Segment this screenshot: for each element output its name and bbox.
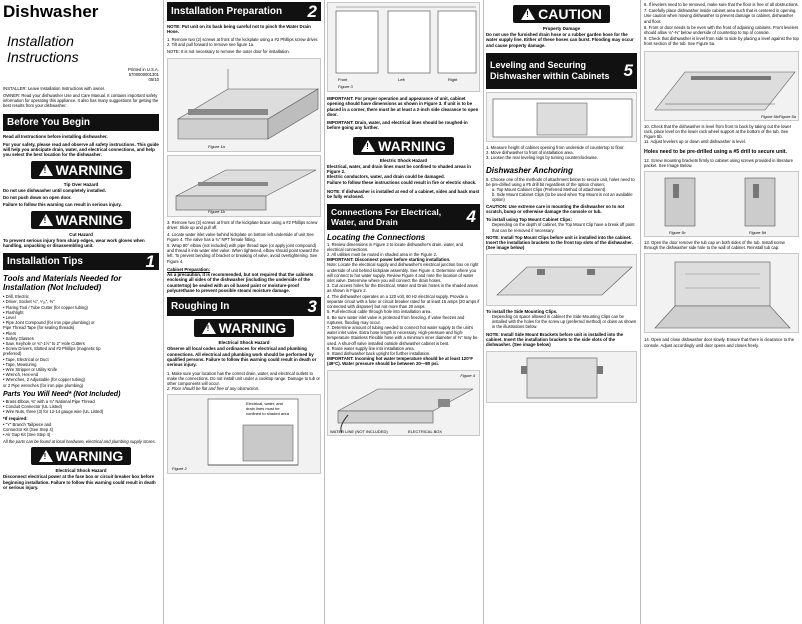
figure-5d-caption: Figure 5d [749,230,766,236]
tools-list [3,294,159,388]
left-label: Left [398,77,405,82]
tool-item: • Pipe Joint Compound (for iron pipe plumbing) or [3,320,95,326]
figure-5c-caption: Figure 5c [669,230,686,236]
before-begin-title: Before You Begin [7,117,90,129]
warning-label: WARNING [55,211,124,228]
tip-hazard: Tip Over Hazard [63,181,99,187]
shock-w3: Failure to follow these instructions could result in fire or electric shock. [327,179,477,185]
figure-tub [644,253,799,333]
tip-l2: Do not push down on open door. [3,194,72,200]
top-mount-clip-illustration [487,255,637,306]
level-s3: 3. Loosen the rear leveling legs by turning counterclockwise. [486,155,598,161]
tool-item: • Level [3,314,16,320]
important-2: IMPORTANT: Drain, water, and electrical lines should be roughed-in before going any further. [327,120,468,131]
shock-warning-2 [327,137,480,157]
loc-1: 1. Review dimensions in Figure 2 to locate dishwasher's drain, water, and electrical connections. [327,241,464,252]
level-s10: 10. Check that the dishwasher is level from front to back by taking out the lower rack, place level on the lower rack wheel support at the bottom of the tub. See Figure 5b. [644,123,792,140]
rough-s2: 2. Floor should be flat and free of any obstruction. [167,386,260,392]
tool-item: • Wire Stripper or Utility Knife [3,366,58,372]
level-s9: 9. Check that dishwasher is level from side to side by placing a level against the top front section of the tub. See Figure 5a. [644,36,799,47]
cabinet-heading: Cabinet Preparation: [167,266,211,272]
step-number: 3 [307,296,317,316]
rough-bar [167,297,321,316]
connections-bar [327,204,480,230]
required-part-item: Connector Kit (See Step 4) [3,426,54,432]
water-line-label: WATER LINE (NOT INCLUDED) [330,428,388,434]
figure-5cd [644,171,799,237]
predrill-note: Holes need to be pre-drilled using a #5 drill to secure unit. [644,149,787,156]
kickplate-brace-illustration [168,156,321,217]
tool-item: • Drill, Electric [3,294,29,300]
top-mount-heading: To install using Top Mount Cabinet Clips: [486,217,572,223]
open-door-illustration [645,254,799,333]
warning-triangle-icon [39,164,53,176]
tip-over-warning [3,161,159,181]
rough-in-diagram [168,395,321,474]
level-s1: 1. Measure height of cabinet opening from underside of countertop to floor. [486,144,625,150]
side-mount-heading: To install the Side Mounting Clips. [486,308,558,314]
warning-label: WARNING [378,137,446,154]
figure-2-note: Electrical, water, and drain lines must be confined to shaded area [246,401,289,417]
dishwasher-base-illustration [168,59,321,152]
print-date: 05/10 [148,77,159,83]
figure-4 [327,370,480,436]
loc-5: 5. Pull electrical cable through hole into installation area. [327,309,432,315]
shock-l1: Disconnect electrical power at the fuse box or circuit breaker box before beginning installation. Failure to follow this warning could result in death or serious injury. [3,474,156,491]
figure-5ab-caption: Figure 5b/Figure 5a [761,113,796,119]
loc-8: 8. Route water supply line into installation area. [327,345,415,351]
enclosure-note: NOTE: If dishwasher is installed at end of a cabinet, sides and back must be fully enclosed. [327,188,480,200]
printed-in: Printed in U.S.A. [128,67,159,72]
figure-top-mount [486,254,637,306]
level-s14: 14. Open and close dishwasher door slowly. Ensure that there is clearance to the console. Adjust accordingly until door opens and closes freely. [644,337,795,348]
level-check-illustration [645,52,799,121]
prep-bar [167,2,321,21]
step-number: 2 [307,1,317,21]
required-list [3,422,159,438]
level-s2: 2. Move dishwasher to front of installation area. [486,150,574,156]
warning-triangle-icon [202,322,216,334]
step-number: 4 [466,206,476,226]
warning-label: WARNING [55,448,124,465]
caution-text: Do not use the furnished drain hose or a rubber garden hose for the water supply line. Either of these hoses can burst. Flooding may occur and cause property damage. [486,32,634,48]
warning-label: WARNING [218,320,287,337]
tool-item: preferred) [3,351,22,357]
important-3: IMPORTANT: Disconnect power before starting installation. [327,257,451,263]
loc-4: 4. The dishwasher operates on a 120 volt, 60 Hz electrical supply. Provide a separate circuit with a fuse or circuit breaker rated for at least 15 amps (20 amps if connected with disposer) but not more than 20 amps. [327,293,480,310]
doc-subtitle-2: Instructions [7,49,79,65]
parts-list [3,399,159,415]
cut-hazard: Cut Hazard [69,231,93,237]
electrical-box-label: ELECTRICAL BOX [408,428,443,434]
side-mount-clip-illustration [487,352,637,403]
level-s11: 11. Adjust levelers up or down until dishwasher is level. [644,139,746,145]
level-s7: 7. Carefully place dishwasher inside cabinet area such that is centered in opening. Use caution when moving dishwasher to prevent damage to cabinet, dishwasher and floor. [644,8,797,24]
figure-1a [167,58,321,152]
prep-s2: 2. Tilt and pull forward to remove see figure 1a. [167,41,255,47]
side-mount-text: Depending on space allowed in cabinet the Side Mounting Clips can be installed with the holes for the screw up (preferred method) or down as shown in the illustrations below. [492,314,637,330]
rough-hazard: Electrical Shock Hazard [218,340,270,346]
tools-heading: Tools and Materials Needed for Installation (Not Included) [3,274,122,293]
tool-item: • Tape, Electrical or Duct [3,356,49,362]
warning-triangle-icon [361,140,375,152]
column-2 [165,0,323,624]
figure-5ab [644,51,799,121]
column-3 [325,0,482,624]
top-mount-note: NOTE: Install Top Mount Clips before unit is installed into the cabinet. Insert the installation brackets to the front top slots of the dishwasher. (See image below) [486,234,633,251]
caution-box [486,5,637,25]
tool-item: or 2 Pipe wrenches (for iron pipe plumbing) [3,382,84,388]
prep-s1: 1. Remove two (2) screws at front of the kickplate using a #2 Phillips screw driver. [167,36,319,42]
leveling-title: Leveling and Securing Dishwasher within Cabinets [490,59,610,81]
loc-note: Note: Locate the electrical supply and dishwasher's electrical junction box on right underside of unit behind kickplate assembly. See Figure 4. Determine where you will connect to hot water supply. Review Figure 4 and note the location of water inlet valve. Determine where you will connect the drain hoses. [327,262,479,284]
tool-item: • Pliers [3,330,17,336]
doc-subtitle-1: Installation [7,33,74,49]
leveling-bar [486,53,637,89]
parts-note: All the parts can be found at local hardware, electrical and plumbing supply stores. [3,439,156,445]
caution-2: CAUTION: Use extreme care in mounting the dishwasher so to not scratch, bump or otherwise damage the console or tub. [486,203,625,214]
connections-title: Connections For Electrical, Water, and Drain [331,206,442,227]
caution-triangle-icon [521,8,535,20]
figure-3 [327,2,480,92]
figure-2 [167,394,321,474]
warning-label: WARNING [55,161,124,178]
right-label: Right [448,77,458,82]
if-required: *If required: [3,416,28,422]
required-part-item: • Air Gap Kit (See Step 4) [3,432,51,438]
step-number: 5 [623,60,633,80]
cabinet-text: As a precaution, it is recommended, but not required that the cabinets enclosing all sides of the dishwasher (including the underside of the countertop) be sealed with an oil based paint or moisture-proof polyurethane to prevent possible steam/ moisture damage. [167,272,314,294]
prep-s4: 4. Locate water inlet valve behind kickplate on bottom left underside of unit See Figure 4. The valve has a ¾" NPT female fitting. [167,231,314,242]
anchor-s5: 5. Choose one of the methods of attachment below to secure unit, holes need to be pre-drilled using a #5 drill bit regardless of the option chosen; [486,176,635,187]
level-s13: 13. Open the door remove the tub cap on both sides of the tub. Install screw through the dishwasher side hole to the wall of cabinet. Reinstall tub cap. [644,240,785,251]
tool-item: • Flaring Tool / Tube Cutter (for copper tubing) [3,304,88,310]
tip-l1: Do not use dishwasher until completely installed. [3,187,106,193]
rough-warning-text: Observe all local codes and ordinances for electrical and plumbing connections. All electrical and plumbing work should be performed by qualified persons. Failure to follow this warning could result in death or serious injury. [167,346,317,368]
tool-item: • Flashlight [3,309,24,315]
loc-7: 7. Determine amount of tubing needed to connect hot water supply to the unit's water inlet valve. Extra hose length is necessary. High-pressure and high-temperature Stainless Flexible hose with a minimum inner diameter of ⅜" may be used. A shut-off valve installed outside dishwasher cabinet is best. [327,324,478,346]
connections-illustration [328,371,480,436]
figure-3-caption: Figure 3 [338,84,353,89]
top-mount-text: Depending on the depth of cabinet, the Top Mount Clip have a break off point that can be removed if necessary. [492,222,635,233]
loc-6: 6. Be sure water inlet valve is protected from freezing. If valve freezes and ruptures, flooding may occur. [327,314,465,325]
part-item: • Conduit Connector (UL Listed) [3,403,63,409]
figure-2-caption: Figure 2 [172,466,187,472]
column-4 [484,0,639,624]
prep-note1: NOTE: Put unit on its back being careful not to pinch the Water Drain Hose. [167,24,311,35]
loc-9: 9. Stand dishwasher back upright for further installation. [327,350,431,356]
tool-item: • Wrench, Hex-end [3,372,39,378]
rough-title: Roughing In [171,301,230,313]
step-number: 1 [145,251,155,271]
rough-warning [167,319,321,339]
loc-2: 2. All utilities must be routed in shaded area in the Figure 2. [327,251,438,257]
anchor-s5a: a. Top Mount Cabinet Clips (Preferred Method of attachment) [492,186,606,192]
part-number: 5700000001301 [128,72,159,78]
figure-1b-caption: Figure 1b [208,209,225,215]
figure-1b [167,155,321,217]
bracket-screw-illustration [645,172,799,237]
anchoring-heading: Dishwasher Anchoring [486,165,573,175]
part-item: • Brass Elbow, ⅜" with a ¾" National Pipe Thread [3,398,95,404]
caution-hazard: Property Damage [542,26,581,31]
locating-heading: Locating the Connections [327,232,426,242]
column-1 [0,0,162,624]
tool-item: • Wrenches, 2 Adjustable (for copper tubing) [3,377,85,383]
tool-item: • Screw Drivers, Slotted and #2 Phillips (magnetic tip [3,346,101,352]
before-begin-bar [3,114,159,131]
level-s8: 8. Front or door needs to be even with the front of adjoining cabinets. Front levelers should allow ⅛"-⅜" below underside of countertop to top of console. [644,24,799,36]
figure-cabinet [486,92,637,142]
tool-item: • Tape, Measuring [3,361,37,367]
figure-4-caption: Figure 4 [460,372,475,378]
level-s12: 12. Screw mounting brackets firmly to cabinet using screws provided in literature packet. See Image Below. [644,157,793,168]
loc-3: 3. Cut access holes for the Electrical, Water and Drain hoses in the shaded areas as shown in Figure 2. [327,283,478,294]
shock-w1: Electrical, water, and drain lines must be confined to shaded areas in Figure 2. [327,163,471,175]
prep-note2: NOTE: It is not necessary to remove the outer door for installation. [167,49,290,54]
front-label: Front [338,77,348,82]
before-begin-p1: Read all Instructions before installing dishwasher. [3,134,108,140]
tips-title: Installation Tips [7,256,83,268]
important-4: IMPORTANT: Incoming hot water temperature should be at least 120°F (49°C). Water pressure should be between 20—80 psi. [327,356,474,367]
before-begin-p2: For your safety, please read and observe all safety instructions. This guide will help you anticipate drain, water, and electrical connections, and help you select the best location for the dishwasher. [3,141,159,158]
cut-l1: To prevent serious injury from sharp edges, wear work gloves when handling, unpacking or disassembling unit. [3,237,145,248]
tool-item: Pipe Thread Tape (for sealing threads) [3,325,75,331]
parts-heading: Parts You Will Need* (Not Included) [3,390,121,398]
tool-item: • Driver, Socket ¼", ⁵⁄₁₆", ⅜" [3,299,55,305]
prep-s3: 3. Remove two (2) screws at front of the kickplate brace using a #2 Phillips screw driver. Slide up and pull off. [167,220,318,231]
figure-1a-caption: Figure 1a [208,144,225,150]
tips-bar [3,253,159,270]
part-item: • Wire Nuts, three (3) for 12-14 gauge wire (UL Listed) [3,409,104,415]
required-part-item: • "Y" Branch Tailpiece and [3,421,52,427]
shock-warning-1 [3,447,159,467]
caution-label: CAUTION [538,6,602,22]
cabinet-elevation-illustration [487,93,637,142]
tool-item: • Safety Glasses [3,335,34,341]
shock-hazard-2: Electric Shock Hazard [379,157,428,163]
important-1: IMPORTANT: For proper operation and appearance of unit, cabinet opening should have dimensions as shown in Figure 3. If unit is to be placed in a corner, there must be at least a 2-inch side clearance to open door. [327,96,479,117]
owner-note: OWNER: Read your dishwasher Use and Care Manual. It contains important safety information for operating this appliance. It also has many suggestions for getting the best results from your dishwasher. [3,92,159,109]
prep-s5: 5. Wrap 90° elbow (not included) with pipe thread tape (or apply joint compound) and thread it into water inlet valve. When tightened, elbow should point toward the left. To prevent bending of bracket or breaking of valve, avoid overtightening. See Figure 4. [167,243,319,264]
cut-warning [3,211,159,231]
column-5 [641,0,802,624]
figure-side-mount [486,351,637,403]
shock-w2: Electric conductors, water, and drain could be damaged. [327,174,445,180]
warning-triangle-icon [39,214,53,226]
prep-title: Installation Preparation [171,6,283,17]
tool-item: • Saw, Keyhole or ¾"-1½" to 2" Hole Cutters [3,340,85,346]
doc-title: Dishwasher [3,2,99,21]
warning-triangle-icon [39,450,53,462]
rough-s1: 1. Make sure your location has the correct drain, water, and electrical outlets to make the connections. Do not install unit under a cooktop range. Damage to tub or other components will occur. [167,370,320,386]
installer-note: INSTALLER: Leave Installation Instructions with owner. [3,85,106,91]
side-mount-note: NOTE: Install Side Mount Brackets before unit is installed into the cabinet. Insert the installation brackets to the side slots of the dishwasher. (See image below) [486,331,624,348]
shock-hazard-1: Electrical Shock Hazard [55,468,107,474]
anchor-s5b: b. Side Mount Cabinet Clips (to be used when Top Mount is not an available option) [492,192,633,203]
tip-l3: Failure to follow this warning can result in serious injury. [3,202,122,208]
level-s6: 6. If levelers need to be removed, make sure that the floor is free of all obstructions. [644,2,799,7]
